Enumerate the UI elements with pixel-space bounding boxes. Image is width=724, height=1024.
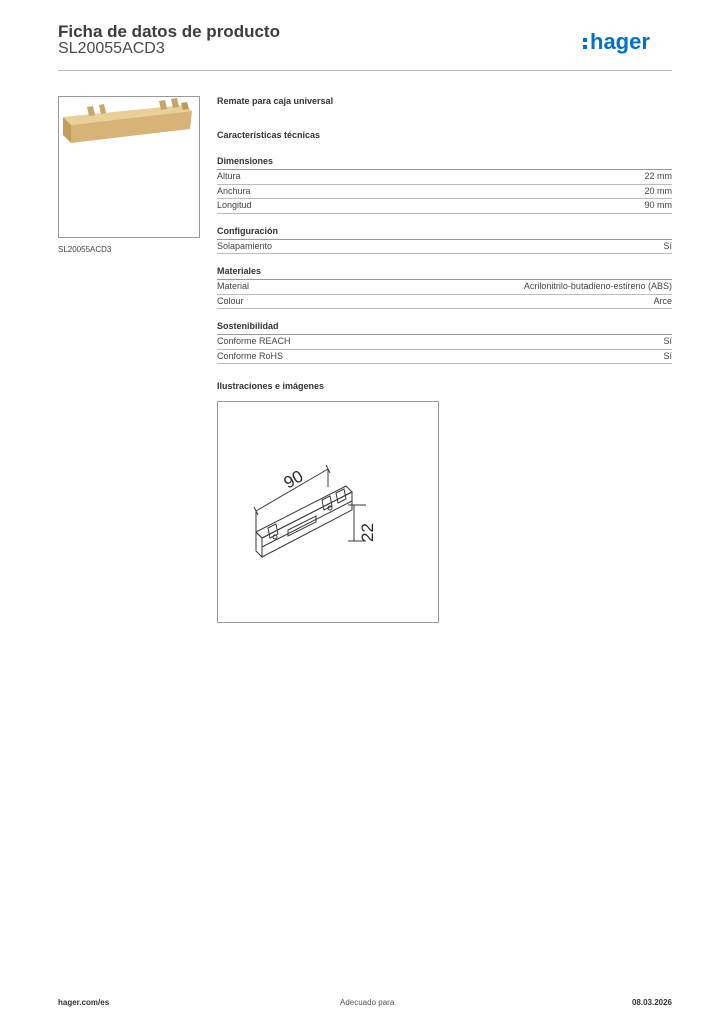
spec-value: Acrilonitrilo-butadieno-estireno (ABS)	[523, 281, 672, 291]
illustration-frame	[217, 401, 439, 623]
spec-value: 90 mm	[644, 200, 672, 210]
spec-label: Altura	[217, 171, 241, 181]
spec-group-title: Sostenibilidad	[217, 321, 672, 335]
spec-row	[217, 295, 672, 310]
spec-heading: Características técnicas	[217, 130, 321, 140]
spec-group-title: Dimensiones	[217, 156, 672, 170]
illustrations-title: Ilustraciones e imágenes	[217, 381, 325, 391]
spec-label: Anchura	[217, 185, 251, 196]
spec-value: Sí	[663, 336, 672, 346]
page-footer	[58, 998, 672, 1010]
spec-group-materials	[217, 266, 672, 309]
spec-row	[217, 185, 672, 200]
hager-logo	[582, 29, 672, 55]
footer-date: 08.03.2026	[631, 998, 672, 1007]
spec-panel	[217, 96, 672, 364]
spec-label: Colour	[217, 295, 244, 306]
footer-website-link[interactable]: hager.com/es	[58, 998, 110, 1007]
product-image-caption: SL20055ACD3	[58, 245, 112, 254]
logo-text: hager	[590, 29, 650, 54]
height-dimension-label: 22	[358, 523, 377, 542]
product-name: Remate para caja universal	[217, 96, 334, 106]
page-header	[58, 20, 672, 71]
product-image	[58, 96, 200, 238]
spec-group-title: Materiales	[217, 266, 672, 280]
spec-row	[217, 240, 672, 255]
spec-row	[217, 350, 672, 365]
spec-label: Solapamiento	[217, 240, 273, 251]
spec-value: Sí	[663, 240, 672, 251]
spec-value: 22 mm	[644, 171, 672, 181]
spec-group-dimensions	[217, 156, 672, 214]
length-dimension-label: 90	[280, 466, 307, 493]
spec-label: Conforme RoHS	[217, 350, 284, 361]
spec-group-configuration	[217, 226, 672, 255]
spec-label: Longitud	[217, 200, 252, 210]
spec-row	[217, 280, 672, 295]
spec-row	[217, 199, 672, 214]
spec-value: Sí	[663, 350, 672, 361]
spec-row	[217, 170, 672, 185]
spec-label: Conforme REACH	[217, 336, 291, 346]
spec-value: Arce	[653, 295, 672, 306]
dimension-drawing-icon	[218, 402, 438, 622]
spec-group-sustainability	[217, 321, 672, 364]
spec-row	[217, 335, 672, 350]
spec-group-title: Configuración	[217, 226, 672, 240]
product-reference: SL20055ACD3	[58, 40, 165, 57]
footer-suitable-for: Adecuado para	[340, 998, 395, 1007]
spec-label: Material	[217, 281, 250, 291]
product-photo-icon	[59, 97, 199, 237]
page-title: Ficha de datos de producto	[58, 22, 280, 41]
spec-value: 20 mm	[644, 185, 672, 196]
